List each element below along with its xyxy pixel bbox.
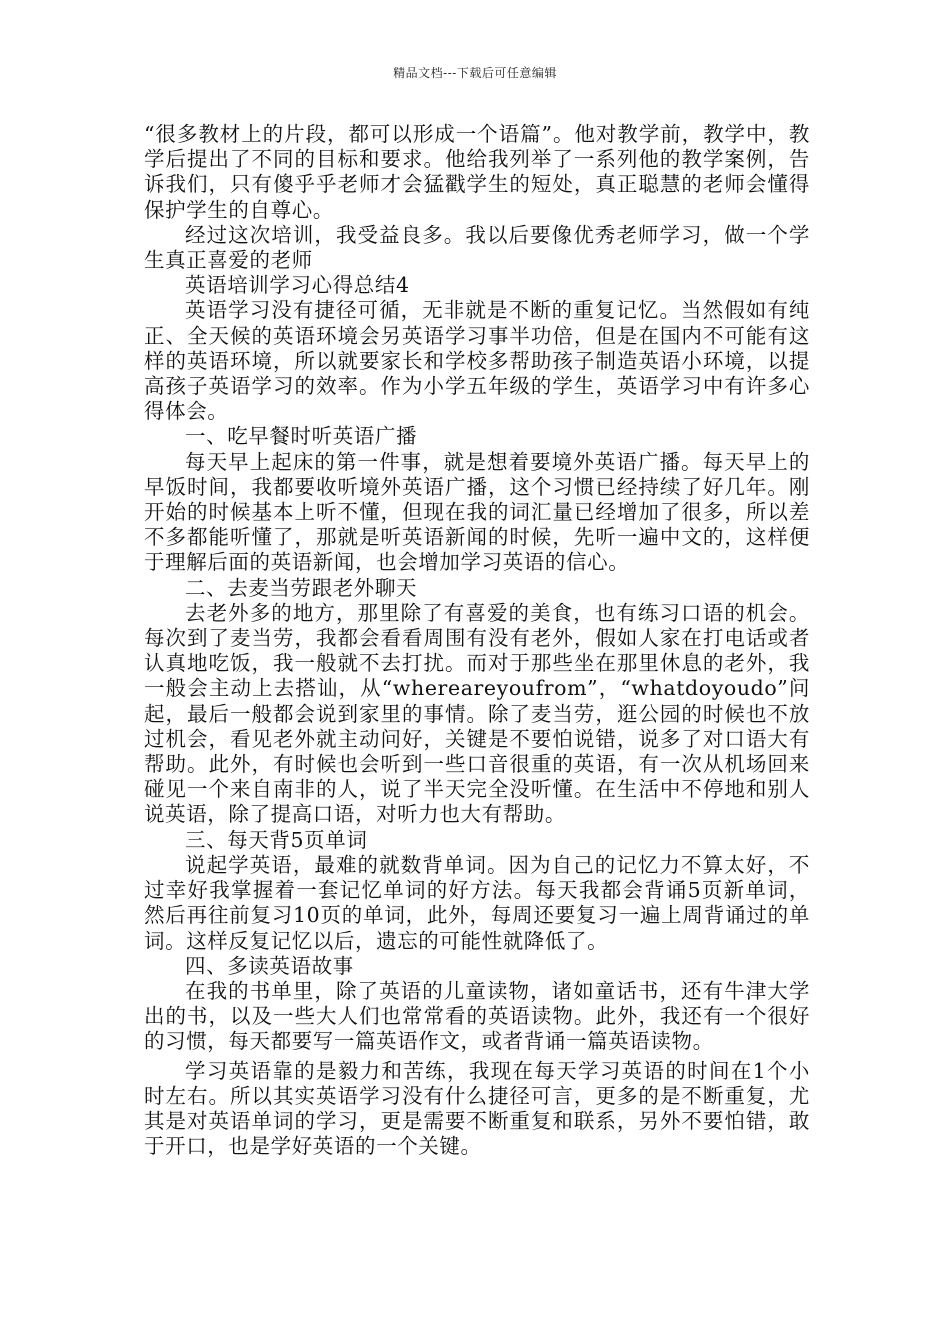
paragraph-intro-quote: “很多教材上的片段，都可以形成一个语篇”。他对教学前，教学中，教学后提出了不同的目标和要求。他给我列举了一系列他的教学案例，告诉我们，只有傻乎乎老师才会猛戳学生的短处，真正聪慧的老师会懂得保护学生的自尊心。: [144, 122, 810, 222]
heading-five-pages-words: 三、每天背5页单词: [185, 827, 368, 852]
section-title: 英语培训学习心得总结4: [185, 273, 410, 298]
paragraph-conclusion: 学习英语靠的是毅力和苦练，我现在每天学习英语的时间在1个小时左右。所以其实英语学习没有什么捷径可言，更多的是不断重复，尤其是对英语单词的学习，更是需要不断重复和联系，另外不要怕错，敢于开口，也是学好英语的一个关键。: [144, 1058, 810, 1159]
paragraph-five-pages-words: 说起学英语，最难的就数背单词。因为自己的记忆力不算太好，不过幸好我掌握着一套记忆单词的好方法。每天我都会背诵5页新单词，然后再往前复习10页的单词，此外，每周还要复习一遍上周背诵过的单词。这样反复记忆以后，遗忘的可能性就降低了。: [144, 852, 810, 953]
document-body: [144, 122, 810, 1159]
paragraph-training-gain: 经过这次培训，我受益良多。我以后要像优秀老师学习，做一个学生真正喜爱的老师: [144, 222, 810, 273]
paragraph-mcdonalds-chat: 去老外多的地方，那里除了有喜爱的美食，也有练习口语的机会。每次到了麦当劳，我都会看看周围有没有老外，假如人家在打电话或者认真地吃饭，我一般就不去打扰。而对于那些坐在那里休息的老外，我一般会主动上去搭讪，从“whereareyoufrom”，“whatdoyoudo”问起，最后一般都会说到家里的事情。除了麦当劳，逛公园的时候也不放过机会，看见老外就主动问好，关键是不要怕说错，说多了对口语大有帮助。此外，有时候也会听到一些口音很重的英语，有一次从机场回来碰见一个来自南非的人，说了半天完全没听懂。在生活中不停地和别人说英语，除了提高口语，对听力也大有帮助。: [144, 600, 810, 827]
page-header: 精品文档---下载后可任意编辑: [393, 66, 557, 80]
heading-breakfast-radio: 一、吃早餐时听英语广播: [185, 424, 418, 449]
heading-read-stories: 四、多读英语故事: [185, 953, 354, 978]
heading-mcdonalds-chat: 二、去麦当劳跟老外聊天: [185, 575, 418, 600]
paragraph-read-stories: 在我的书单里，除了英语的儿童读物，诸如童话书，还有牛津大学出的书，以及一些大人们也常常看的英语读物。此外，我还有一个很好的习惯，每天都要写一篇英语作文，或者背诵一篇英语读物。: [144, 978, 810, 1054]
paragraph-no-shortcut: 英语学习没有捷径可循，无非就是不断的重复记忆。当然假如有纯正、全天候的英语环境会另英语学习事半功倍，但是在国内不可能有这样的英语环境，所以就要家长和学校多帮助孩子制造英语小环境，以提高孩子英语学习的效率。作为小学五年级的学生，英语学习中有许多心得体会。: [144, 298, 810, 424]
paragraph-breakfast-radio: 每天早上起床的第一件事，就是想着要境外英语广播。每天早上的早饭时间，我都要收听境外英语广播，这个习惯已经持续了好几年。刚开始的时候基本上听不懂，但现在我的词汇量已经增加了很多，所以差不多都能听懂了，那就是听英语新闻的时候，先听一遍中文的，这样便于理解后面的英语新闻，也会增加学习英语的信心。: [144, 449, 810, 575]
